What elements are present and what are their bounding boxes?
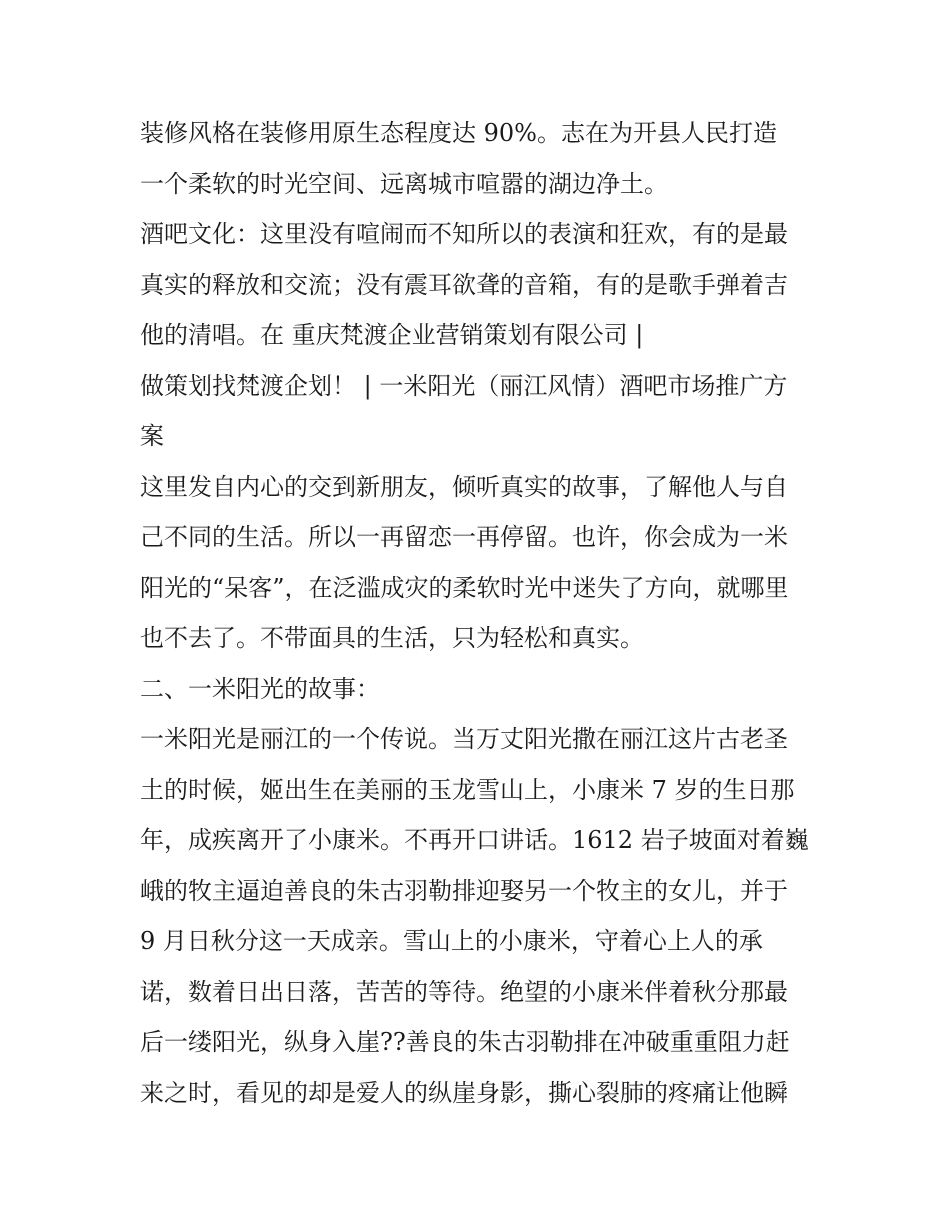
text-line: 也不去了。不带面具的生活，只为轻松和真实。 [140, 624, 644, 652]
section-heading: 二、一米阳光的故事： [140, 674, 380, 703]
text-line: 土的时候，姬出生在美丽的玉龙雪山上，小康米 7 岁的生日那 [140, 775, 795, 804]
text-line: 这里发自内心的交到新朋友，倾听真实的故事，了解他人与自 [140, 472, 788, 501]
text-line: 做策划找梵渡企划！ | 一米阳光（丽江风情）酒吧市场推广方 [140, 371, 788, 400]
text-line: 年，成疾离开了小康米。不再开口讲话。1612 岩子坡面对着巍 [140, 826, 809, 854]
text-line: 诺，数着日出日落，苦苦的等待。绝望的小康米伴着秋分那最 [140, 977, 788, 1006]
text-line: 酒吧文化：这里没有喧闹而不知所以的表演和狂欢，有的是最 [140, 220, 788, 248]
text-line: 案 [140, 422, 164, 450]
text-line: 己不同的生活。所以一再留恋一再停留。也许，你会成为一米 [140, 523, 788, 551]
text-line: 一个柔软的时光空间、远离城市喧嚣的湖边净土。 [140, 169, 668, 198]
text-line: 一米阳光是丽江的一个传说。当万丈阳光撒在丽江这片古老圣 [140, 725, 788, 753]
body-text [140, 108, 820, 1118]
text-line: 峨的牧主逼迫善良的朱古羽勒排迎娶另一个牧主的女儿，并于 [140, 876, 788, 905]
text-line: 他的清唱。在 重庆梵渡企业营销策划有限公司 | [140, 321, 644, 349]
text-line: 阳光的“呆客”，在泛滥成灾的柔软时光中迷失了方向，就哪里 [140, 573, 789, 602]
text-line: 来之时，看见的却是爱人的纵崖身影，撕心裂肺的疼痛让他瞬 [140, 1078, 788, 1107]
text-line: 装修风格在装修用原生态程度达 90%。志在为开县人民打造 [140, 119, 777, 147]
text-line: 真实的释放和交流；没有震耳欲聋的音箱，有的是歌手弹着吉 [140, 270, 788, 299]
text-line: 后一缕阳光，纵身入崖??善良的朱古羽勒排在冲破重重阻力赶 [140, 1028, 790, 1056]
text-line: 9 月日秋分这一天成亲。雪山上的小康米，守着心上人的承 [140, 927, 763, 955]
